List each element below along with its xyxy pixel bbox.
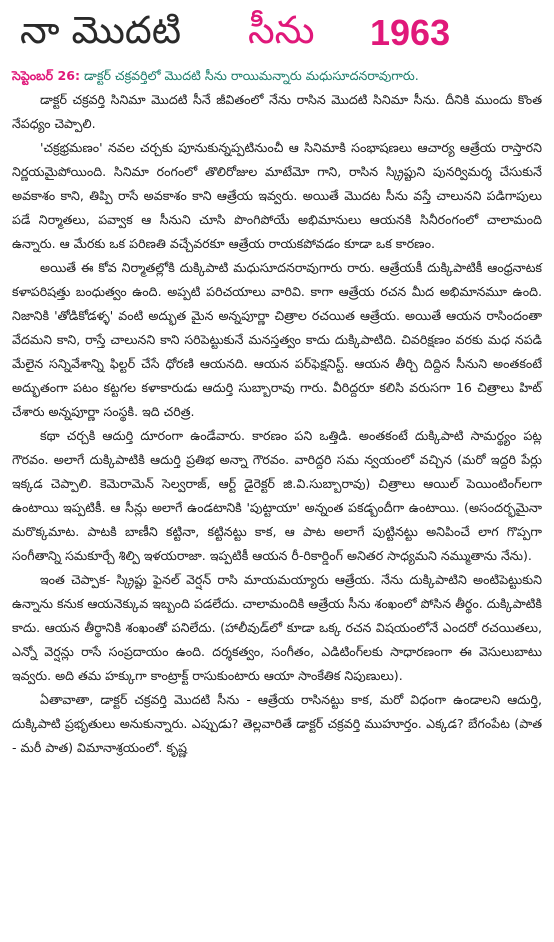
lead-text: డాక్టర్ చక్రవర్తిలో మొదటి సీను రాయిమన్నారు మధుసూదనరావుగారు.: [80, 68, 419, 83]
paragraph: డాక్టర్ చక్రవర్తి సినిమా మొదటి సీనే జీవితంలో నేను రాసిన మొదటి సినిమా సీను. దీనికి ముందు కొంత నేపధ్యం చెప్పాలి.: [12, 92, 542, 131]
title-main: నా మొదటి: [20, 8, 182, 52]
paragraph: కథా చర్చకి ఆదుర్తి దూరంగా ఉండేవారు. కారణం పని ఒత్తిడి. అంతకంటే దుక్కిపాటి సామర్థ్యం పట్ల గౌరవం. అలాగే దుక్కిపాటికి ఆదుర్తి ప్రతిభ అన్నా గౌరవం. వారిద్దరి సమ న్వయంలో వచ్చిన (మరో ఇద్దరి పేర్లు ఇక్కడ చెప్పాలి. కెమెరామెన్ సెల్వరాజ్, ఆర్ట్ డైరెక్టర్ జి.వి.సుబ్బారావు) చిత్రాలు ఆయిల్ పెయింటింగ్‌లగా ఉంటాయి ఇప్పటికీ. ఆ సీన్లు అలాగే ఉండటానికి 'పుట్టాయా' అన్నంత పకడ్బందీగా ఉంటాయి. (అసందర్భమైనా మరొక్కమాట. పాటకి బాణీని కట్టినా, కట్టినట్టు కాక, ఆ పాట అలాగే పుట్టినట్టు అనిపించే లాగ గొప్పగా సంగీతాన్ని సమకూర్చే శిల్పి ఇళయరాజా. ఇప్పటికీ ఆయన రీ-రికార్డింగ్ అనితర సాధ్యమని నమ్ముతాను నేను).: [12, 428, 542, 563]
title-highlight: సీను: [248, 8, 315, 52]
article-body: [12, 88, 542, 760]
lead-line: [12, 64, 542, 88]
paragraph: ఇంత చెప్పాక- స్క్రిప్టు ఫైనల్ వెర్షన్ రాసి మాయమయ్యారు ఆత్రేయ. నేను దుక్కిపాటిని అంటిపెట్టుకుని ఉన్నాను కనుక ఆయనెక్కువ ఇబ్బంది పడలేదు. చాలామందికి ఆత్రేయ సీను శంఖంలో పోసిన తీర్థం. దుక్కిపాటికి కాదు. ఆయన తీర్థానికి శంఖంతో పనిలేదు. (హాలీవుడ్‌లో కూడా ఒక్క రచన విషయంలోనే ఎందరో రచయితలు, ఎన్నో వెర్షన్లు రాసే సంప్రదాయం ఉంది. దర్శకత్వం, సంగీతం, ఎడిటింగ్‌లకు సాధారణంగా ఈ వెసులుబాటు ఇవ్వరు. అది తమ హక్కుగా కాంట్రాక్ట్ రాసుకుంటారు ఆయా సాంకేతిక నిపుణులు).: [12, 572, 542, 683]
paragraph: ఏతావాతా, డాక్టర్ చక్రవర్తి మొదటి సీను - ఆత్రేయ రాసినట్టు కాక, మరో విధంగా ఉండాలని ఆదుర్తి, దుక్కిపాటి ప్రభృతులు అనుకున్నారు. ఎప్పుడు? తెల్లవారితే డాక్టర్ చక్రవర్తి ముహూర్తం. ఎక్కడ? బేగంపేట (పాత - మరీ పాత) విమానాశ్రయంలో. కృష్ణ: [12, 692, 542, 755]
lead-date: సెప్టెంబర్ 26:: [12, 68, 81, 83]
paragraph: 'చక్రభ్రమణం' నవల చర్చకు పూనుకున్నప్పటినుంచీ ఆ సినిమాకి సంభాషణలు ఆచార్య ఆత్రేయ రాస్తారని నిర్ణయమైపోయింది. సినిమా రంగంలో తొలిరోజుల మాటేమో గాని, రాసిన స్క్రిప్టుని పునర్విమర్శ చేసుకునే అవకాశం కాని, తిప్పి రాసే అవకాశం కాని ఆత్రేయ ఇవ్వరు. అయితే మొదట సీను వస్తే చాలునని పడిగాపులు పడే నిర్మాతలు, పవ్వాక ఆ సీనుని చూసి పొంగిపోయే అభిమానులు ఆయనకి సినీరంగంలో చాలామంది ఉన్నారు. ఆ మేరకు ఒక పరిణతి వచ్చేవరకూ ఆత్రేయ రాయకపోవడం కూడా ఒక కారణం.: [12, 140, 542, 251]
title-year: 1963: [370, 12, 451, 53]
paragraph: అయితే ఈ కోవ నిర్మాతల్లోకి దుక్కిపాటి మధుసూదనరావుగారు రారు. ఆత్రేయకీ దుక్కిపాటికీ ఆంధ్రనాటక కళాపరిషత్తు బంధుత్వం ఉంది. అప్పటి పరిచయాలు వారివి. కాగా ఆత్రేయ రచన మీద అభిమానమూ ఉంది. నిజానికి 'తోడికోడళ్ళ' వంటి అద్భుత మైన అన్నపూర్ణా చిత్రాల రచయిత ఆత్రేయ. అయితే ఆయన రాసిందంతా వేదమని కాని, రాస్తే చాలునని కాని సరిపెట్టుకునే మనస్తత్వం కాదు దుక్కిపాటిది. చివరిక్షణం వరకు మధ నపడి మేలైన సన్నివేశాన్ని ఫిల్టర్ చేసే ధోరణి ఆయనది. ఆయన పర్‌ఫెక్షనిస్ట్. ఆయన తీర్చి దిద్దిన సీనుని అంతకంటే అద్భుతంగా పటం కట్టగల కళాకారుడు ఆదుర్తి సుబ్బారావు గారు. వీరిద్దరూ కలిసి వరుసగా 16 చిత్రాలు హిట్ చేశారు అన్నపూర్ణా సంస్థకి. ఇది చరిత్ర.: [12, 260, 542, 419]
title-row: [12, 2, 542, 64]
